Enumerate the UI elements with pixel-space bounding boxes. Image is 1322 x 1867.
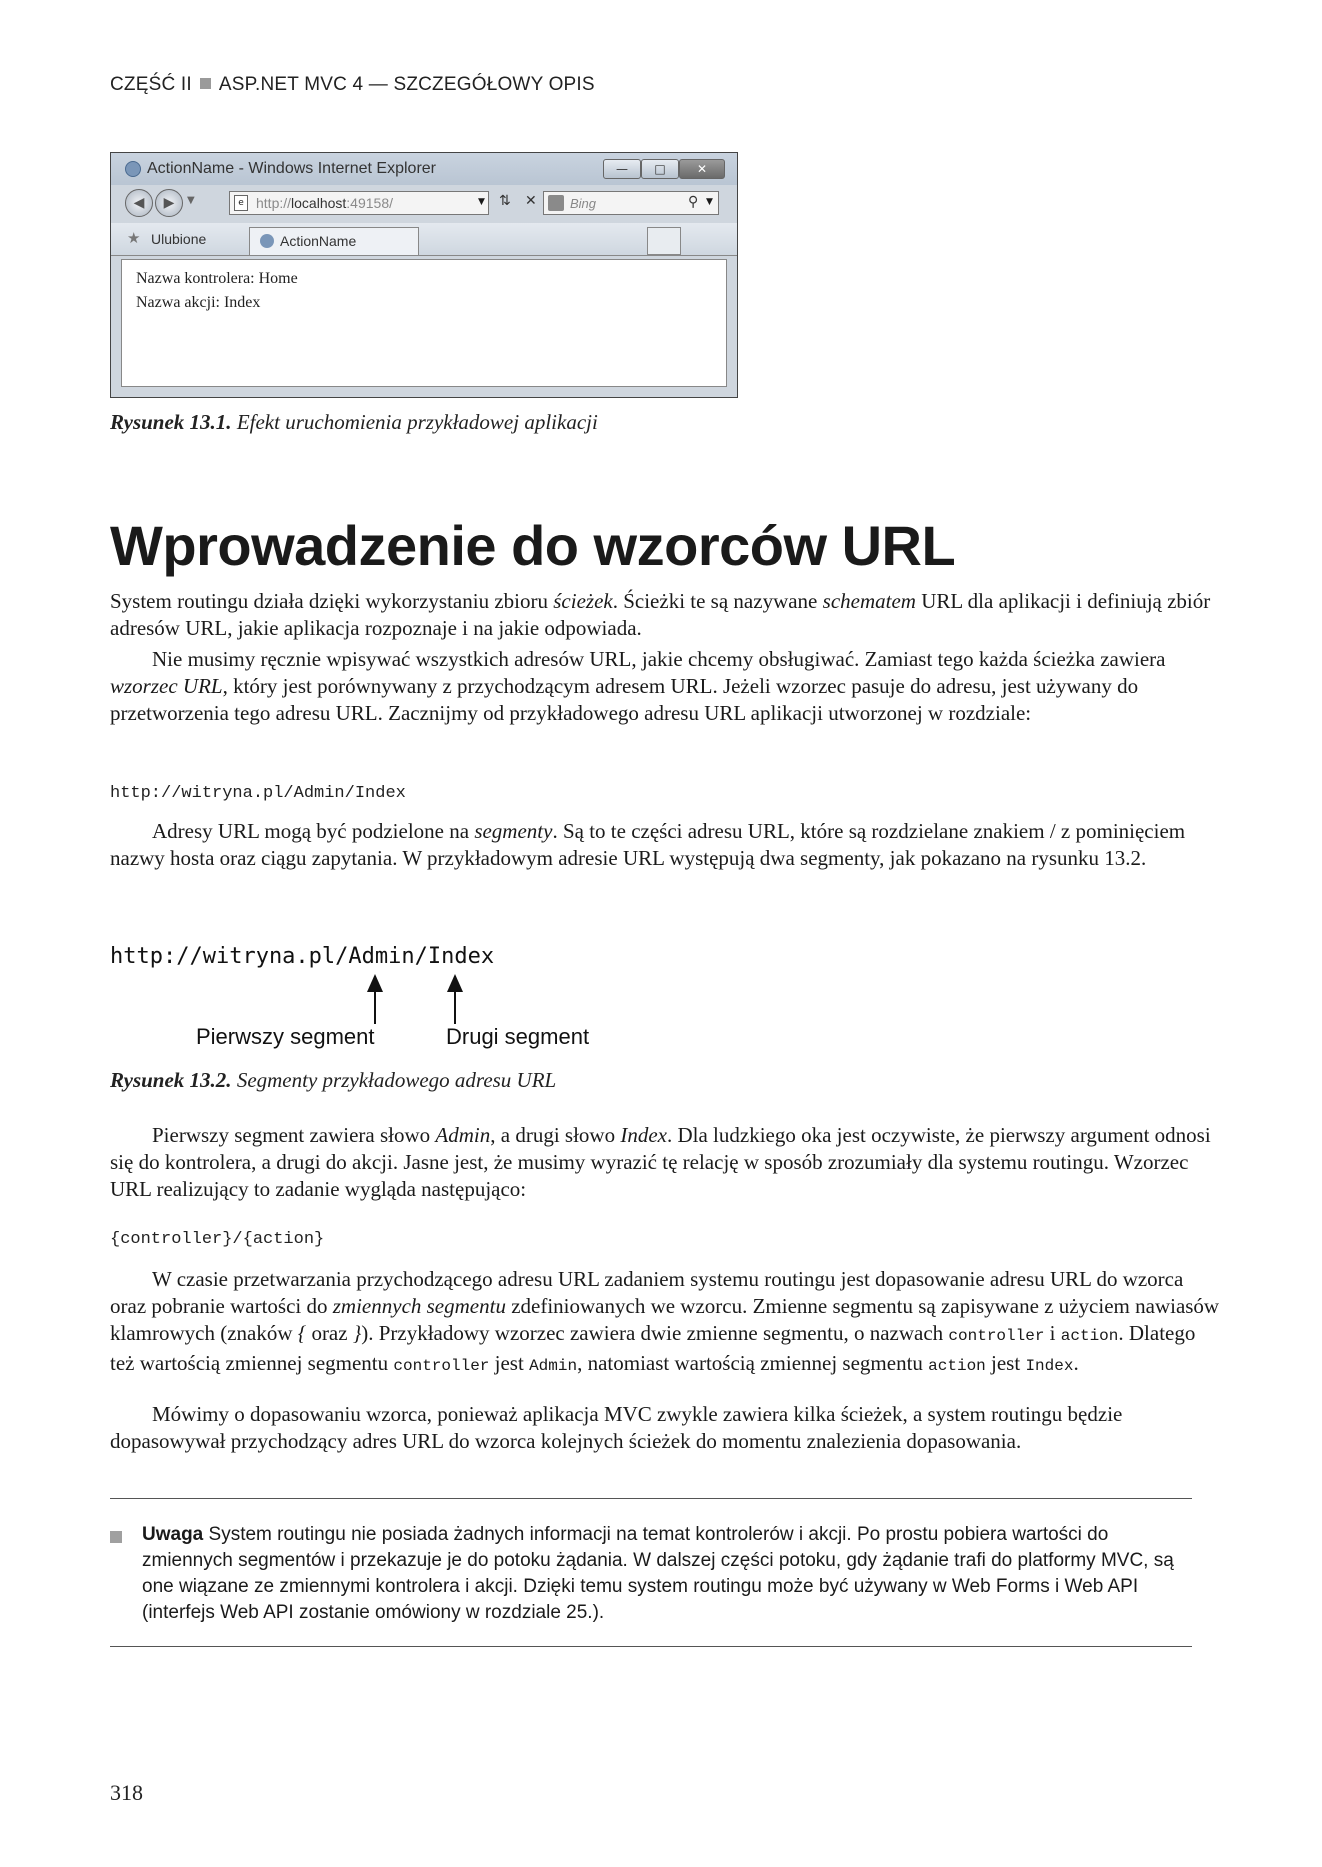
search-box[interactable] <box>543 191 719 215</box>
note-keyword: Uwaga <box>142 1524 204 1545</box>
note-bottom-rule <box>110 1646 1192 1647</box>
text-run: . Dlatego też wartością zmiennej segmentu <box>110 1321 1196 1375</box>
search-placeholder: Bing <box>570 196 597 211</box>
inline-code: controller <box>948 1327 1045 1345</box>
favorites-bar <box>111 223 737 256</box>
emphasis: ścieżek <box>553 589 613 613</box>
stop-icon[interactable]: ✕ <box>525 193 537 209</box>
inline-code: action <box>1060 1327 1119 1345</box>
page-icon: e <box>234 195 248 211</box>
address-bar[interactable] <box>229 191 489 215</box>
emphasis: { <box>297 1321 307 1345</box>
emphasis: segmenty <box>474 819 553 843</box>
search-dropdown-icon[interactable]: ▼ <box>706 197 713 207</box>
square-bullet-icon <box>200 78 211 89</box>
tab-actionname[interactable] <box>249 227 419 255</box>
note-top-rule <box>110 1498 1192 1499</box>
arrow-up-icon <box>454 976 456 1024</box>
new-tab-button[interactable] <box>647 227 681 255</box>
bing-logo-icon <box>548 195 564 211</box>
note-body: System routingu nie posiada żadnych informacji na temat kontrolerów i akcji. Po prostu pobiera wartości do zmiennych segmentów i przekazuje je do potoku żądania. W dalszej części potoku, gdy żądanie trafi do platformy MVC, są one wiązane ze zmiennymi kontrolera i akcji. Dzięki temu system routingu może być używany w Web Forms i Web API (interfejs Web API zostanie omówiony w rozdziale 25.). <box>142 1524 1174 1623</box>
segments-diagram-url <box>110 944 494 969</box>
search-icon[interactable]: ⚲ <box>688 194 699 210</box>
forward-button[interactable]: ▶ <box>155 189 183 217</box>
text-run: jest <box>489 1351 530 1375</box>
paragraph-6: Mówimy o dopasowaniu wzorca, ponieważ aplikacja MVC zwykle zawiera kilka ścieżek, a system routingu będzie dopasowywał przychodzący adres URL do wzorca kolejnych ścieżek do momentu znalezienia dopasowania. <box>110 1402 1123 1453</box>
url-port: :49158/ <box>346 195 394 211</box>
emphasis: schematem <box>822 589 916 613</box>
running-head <box>110 74 595 96</box>
text-run: ). Przykładowy wzorzec zawiera dwie zmienne segmentu, o nazwach <box>361 1321 949 1345</box>
running-head-title: ASP.NET MVC 4 — SZCZEGÓŁOWY OPIS <box>218 74 595 95</box>
controller-name-line: Nazwa kontrolera: Home <box>136 270 298 287</box>
first-segment-label: Pierwszy segment <box>196 1024 375 1049</box>
maximize-button[interactable]: □ <box>641 159 679 179</box>
window-titlebar <box>111 153 737 185</box>
section-heading: Wprowadzenie do wzorców URL <box>110 514 956 577</box>
text-run: . Dla ludzkiego oka jest oczywiste, że pierwszy argument odnosi się do kontrolera, a drugi do akcji. Jasne jest, że musimy wyrazić tę relację w sposób zrozumiały dla systemu routingu. Wzorzec URL realizujący to zadanie wygląda następująco: <box>110 1123 1211 1201</box>
text-run: zdefiniowanych we wzorcu. Zmienne segmentu są zapisywane z użyciem nawiasów klamrowych (znaków <box>110 1294 1220 1345</box>
emphasis: zmiennych segmentu <box>332 1294 506 1318</box>
text-run: Adresy URL mogą być podzielone na <box>152 819 475 843</box>
paragraph-2 <box>110 646 1222 727</box>
paragraph-3 <box>110 818 1222 872</box>
figure-label: Rysunek 13.1. <box>110 410 232 434</box>
running-head-part: CZĘŚĆ II <box>110 74 192 95</box>
note-text <box>142 1522 1192 1626</box>
text-run: URL dla aplikacji i definiują zbiór adresów URL, jakie aplikacja rozpoznaje i na jakie odpowiada. <box>110 589 1211 640</box>
text-run: oraz <box>306 1321 353 1345</box>
ie-logo-icon <box>125 161 141 177</box>
url-prefix: http://witryna.pl/ <box>110 944 349 969</box>
text-run: . <box>1073 1351 1079 1375</box>
url-segment-1: Admin <box>348 944 415 969</box>
code-example-url: http://witryna.pl/Admin/Index <box>110 784 406 803</box>
figure-caption-text: Efekt uruchomienia przykładowej aplikacji <box>236 410 598 434</box>
inline-code: Index <box>1025 1357 1074 1375</box>
square-bullet-icon <box>110 1531 122 1543</box>
paragraph-1 <box>110 588 1222 642</box>
page-content <box>121 259 727 387</box>
paragraph-5 <box>110 1266 1222 1380</box>
url-slash: / <box>414 944 428 969</box>
browser-screenshot <box>110 152 738 398</box>
figure-13-2-caption <box>110 1068 556 1093</box>
text-run: . Ścieżki te są nazywane <box>612 589 823 613</box>
tab-label: ActionName <box>280 233 357 249</box>
paragraph-4 <box>110 1122 1222 1203</box>
figure-13-1-caption <box>110 410 598 435</box>
text-run: System routingu działa dzięki wykorzystaniu zbioru <box>110 589 554 613</box>
window-title: ActionName - Windows Internet Explorer <box>147 160 436 177</box>
address-dropdown-icon[interactable]: ▼ <box>478 197 485 207</box>
favorites-star-icon[interactable]: ★ <box>127 229 141 247</box>
favorites-button[interactable]: Ulubione <box>151 231 207 247</box>
close-button[interactable]: ✕ <box>679 159 725 179</box>
figure-label: Rysunek 13.2. <box>110 1068 232 1092</box>
emphasis: Admin <box>435 1123 491 1147</box>
url-protocol: http:// <box>256 195 292 211</box>
text-run: i <box>1044 1321 1061 1345</box>
text-run: jest <box>985 1351 1026 1375</box>
text-run: , który jest porównywany z przychodzącym adresem URL. Jeżeli wzorzec pasuje do adresu, jest używany do przetworzenia tego adresu URL. Zacznijmy od przykładowego adresu URL aplikacji utworzonej w rozdziale: <box>110 674 1139 725</box>
tab-ie-icon <box>260 234 274 248</box>
emphasis: Index <box>620 1123 667 1147</box>
inline-code: action <box>928 1357 986 1375</box>
text-run: Nie musimy ręcznie wpisywać wszystkich adresów URL, jakie chcemy obsługiwać. Zamiast tego każda ścieżka zawiera <box>152 647 1166 671</box>
url-host: localhost <box>291 195 347 211</box>
history-dropdown-icon[interactable]: ▼ <box>187 195 195 206</box>
second-segment-label: Drugi segment <box>446 1024 590 1049</box>
navigation-bar <box>111 185 737 223</box>
text-run: W czasie przetwarzania przychodzącego adresu URL zadaniem systemu routingu jest dopasowanie adresu URL do wzorca oraz pobranie wartości do <box>110 1267 1184 1318</box>
back-button[interactable]: ◀ <box>125 189 153 217</box>
inline-code: Admin <box>529 1357 578 1375</box>
minimize-button[interactable]: — <box>603 159 641 179</box>
inline-code: controller <box>393 1357 490 1375</box>
refresh-icon[interactable]: ⇅ <box>499 193 511 209</box>
code-example-pattern: {controller}/{action} <box>110 1230 325 1249</box>
text-run: Pierwszy segment zawiera słowo <box>152 1123 436 1147</box>
text-run: . Są to te części adresu URL, które są rozdzielane znakiem / z pominięciem nazwy hosta oraz ciągu zapytania. W przykładowym adresie URL występują dwa segmenty, jak pokazano na rysunku 13.2. <box>110 819 1186 870</box>
address-url <box>256 195 393 211</box>
text-run: , natomiast wartością zmiennej segmentu <box>577 1351 929 1375</box>
arrow-up-icon <box>374 976 376 1024</box>
url-segment-2: Index <box>427 944 495 969</box>
page-number: 318 <box>110 1780 143 1805</box>
emphasis: wzorzec URL <box>110 674 223 698</box>
action-name-line: Nazwa akcji: Index <box>136 294 261 311</box>
text-run: , a drugi słowo <box>490 1123 621 1147</box>
emphasis: } <box>352 1321 362 1345</box>
figure-caption-text: Segmenty przykładowego adresu URL <box>236 1068 557 1092</box>
